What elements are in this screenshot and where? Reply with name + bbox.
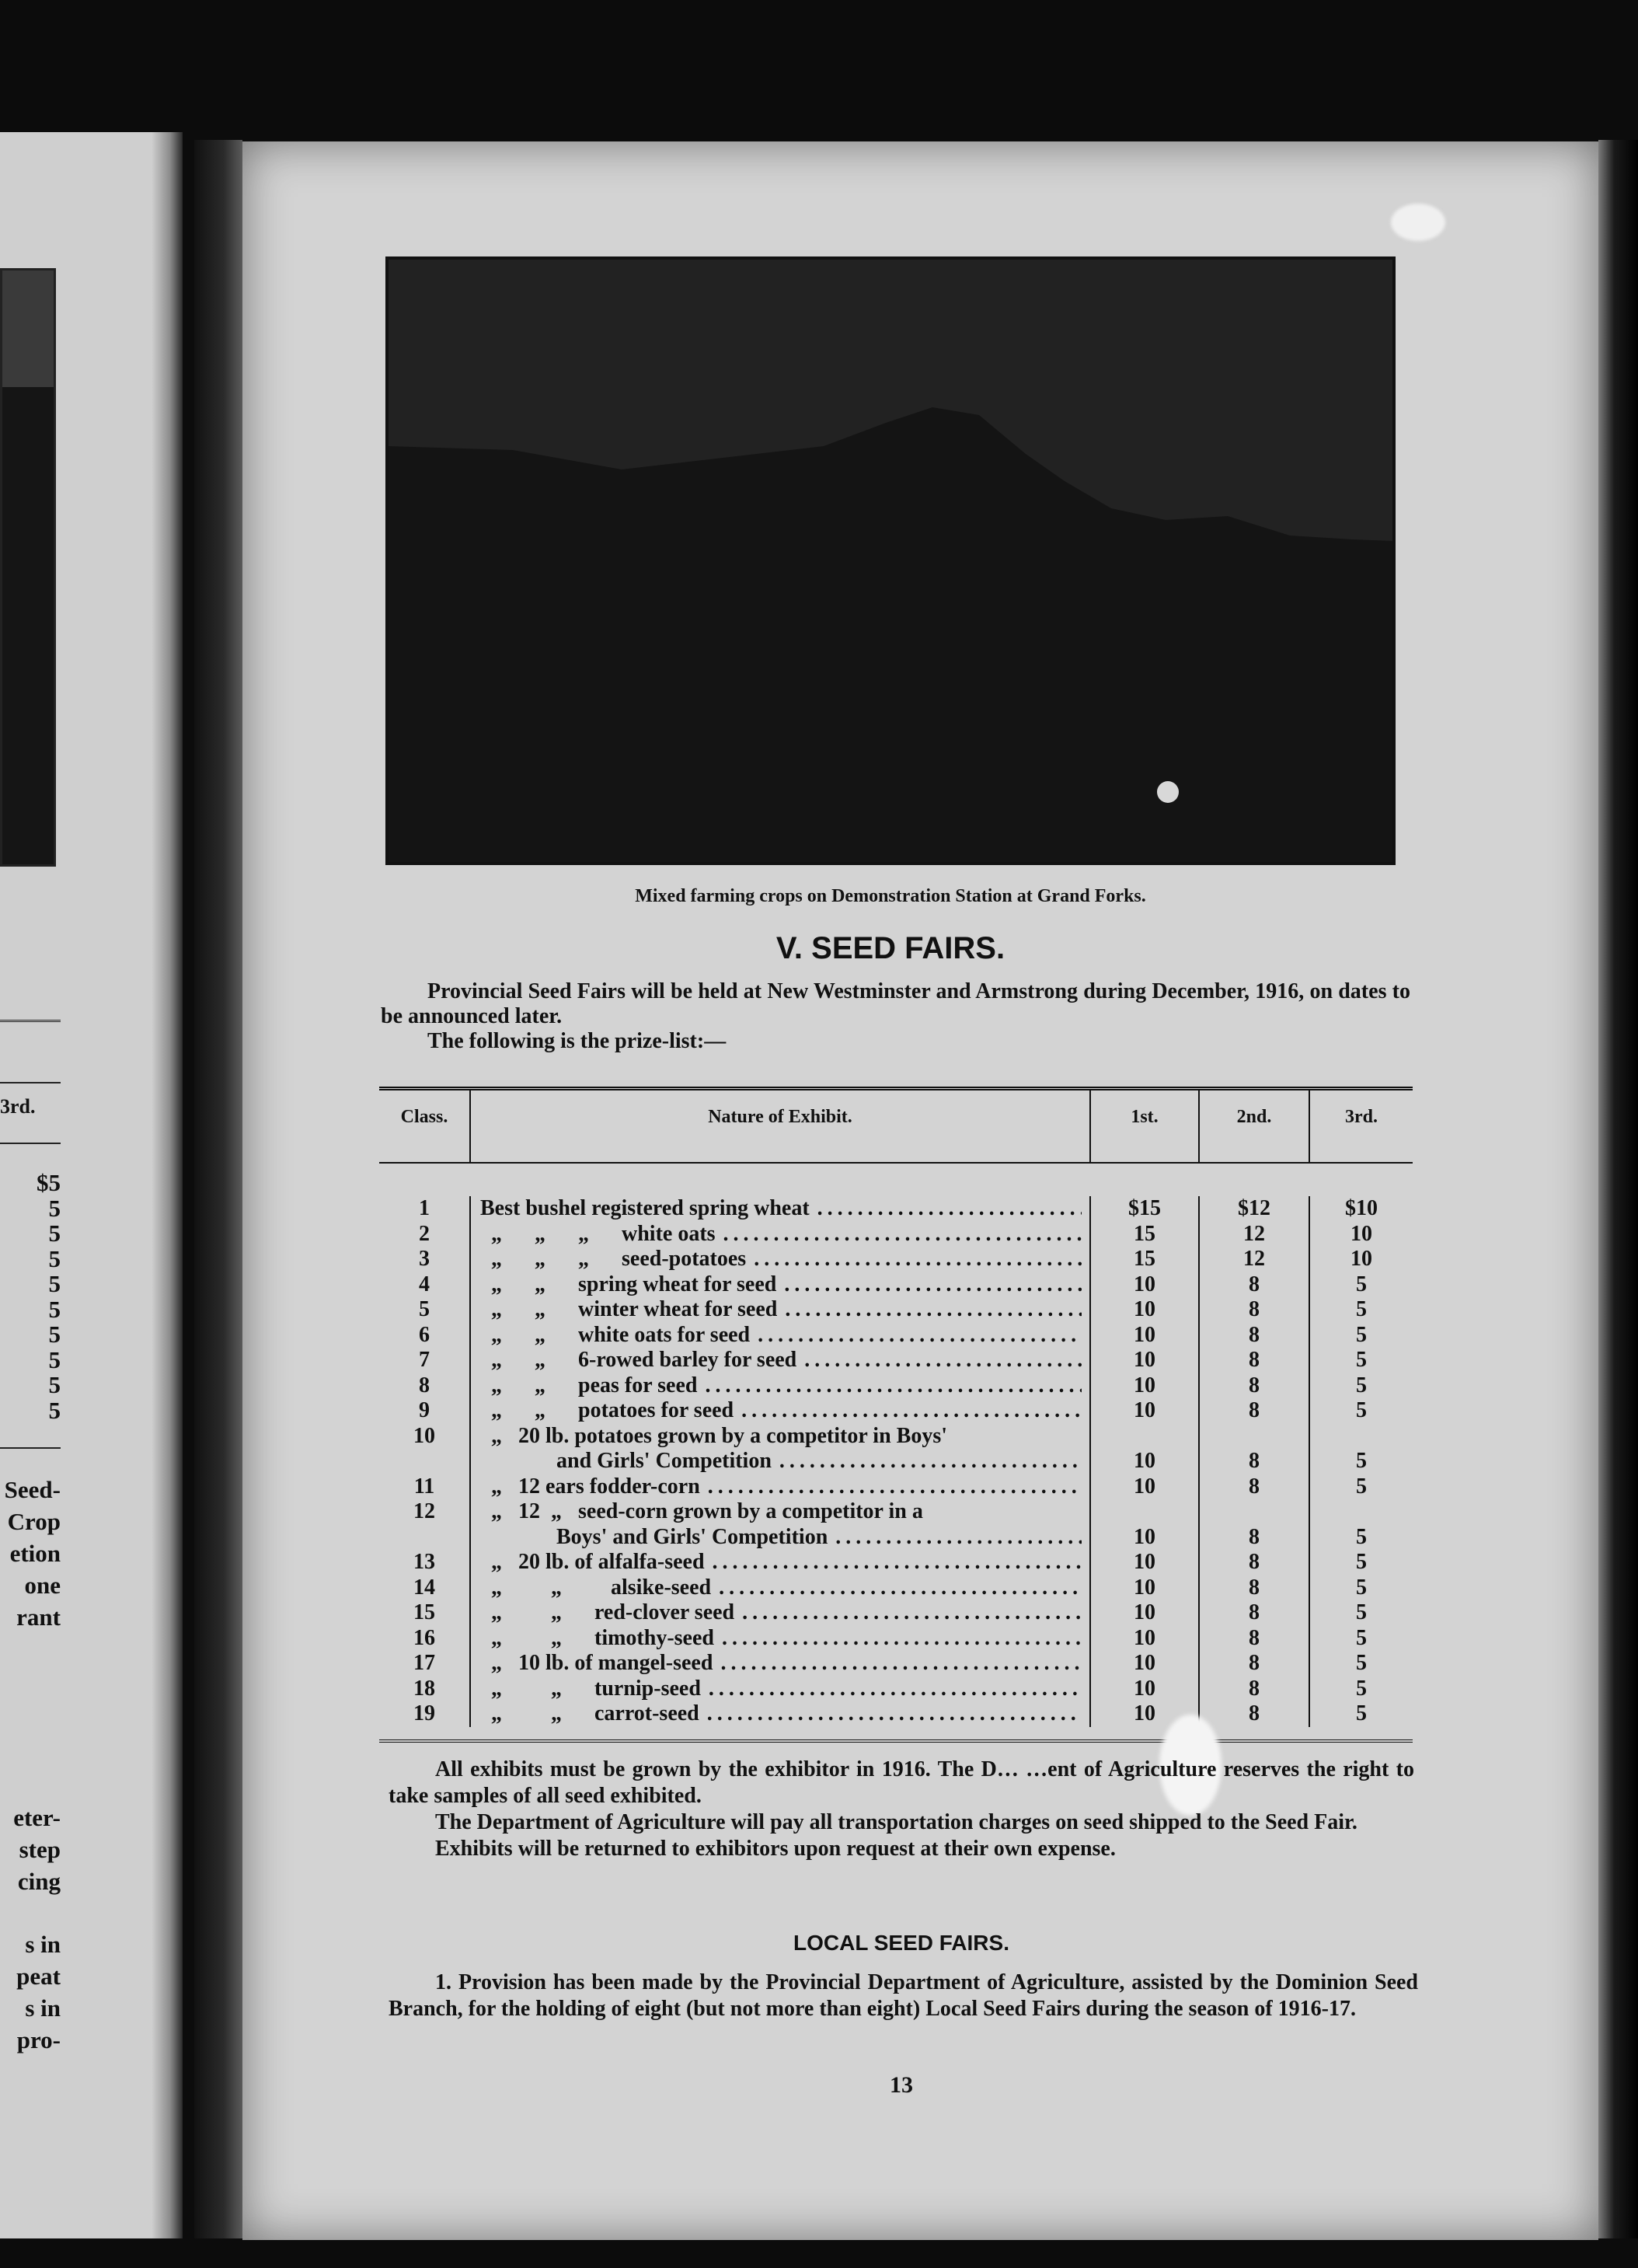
facing-page-rule (0, 1143, 61, 1144)
class-number: 19 (413, 1701, 435, 1725)
first-prize: 15 (1134, 1247, 1155, 1271)
facing-page-text-fragment: step (19, 1836, 61, 1863)
facing-page-prize-value: 5 (48, 1270, 61, 1297)
facing-page-prize-value: 5 (48, 1321, 61, 1348)
leader-dots (705, 1373, 1082, 1399)
class-number: 9 (419, 1398, 430, 1422)
facing-page-text-b (0, 1802, 61, 1897)
spacer (1200, 1424, 1309, 1450)
exhibit-description: „ „ peas for seed ..... (480, 1373, 1083, 1399)
third-prize: 5 (1356, 1600, 1367, 1624)
class-number: 3 (419, 1247, 430, 1271)
facing-page-text-fragment: s in (25, 1931, 61, 1958)
spacer (1200, 1499, 1309, 1525)
first-prize: 10 (1134, 1550, 1155, 1574)
class-number: 13 (413, 1550, 435, 1574)
facing-page-text-fragment: peat (16, 1963, 61, 1990)
second-prize: 8 (1249, 1272, 1260, 1296)
facing-page-prize-values (0, 1171, 61, 1423)
stain (1391, 204, 1445, 241)
second-prize: 8 (1249, 1550, 1260, 1574)
leader-dots (804, 1348, 1082, 1373)
class-number: 10 (413, 1423, 435, 1448)
first-prize: 10 (1134, 1272, 1155, 1296)
first-prize: 10 (1134, 1449, 1155, 1473)
facing-page-text-fragment: eter- (13, 1804, 61, 1831)
leader-dots (741, 1398, 1082, 1424)
third-prize: 5 (1356, 1676, 1367, 1701)
third-prize: $10 (1345, 1196, 1378, 1220)
facing-page-text-c (0, 1928, 61, 2056)
exhibit-description: „ „ timothy-seed ..... (480, 1626, 1083, 1652)
class-number: 5 (419, 1297, 430, 1321)
third-prize: 5 (1356, 1449, 1367, 1473)
facing-page-prize-value: $5 (37, 1169, 61, 1196)
leader-dots (784, 1272, 1082, 1298)
second-prize: $12 (1238, 1196, 1270, 1220)
first-prize: 10 (1134, 1701, 1155, 1725)
class-number: 8 (419, 1373, 430, 1397)
note-paragraph: All exhibits must be grown by the exhibitor in 1916. The D… …ent of Agriculture reserves the right to take samples of all seed exhibited. (389, 1757, 1414, 1808)
facing-page-prize-value: 5 (48, 1396, 61, 1424)
third-prize: 5 (1356, 1701, 1367, 1725)
exhibit-notes (389, 1757, 1414, 1862)
leader-dots (709, 1677, 1082, 1702)
facing-page-prize-value: 5 (48, 1345, 61, 1373)
facing-page-text-fragment: cing (17, 1868, 61, 1895)
facing-page-text-fragment: pro- (16, 2026, 61, 2053)
facing-page-prize-value: 5 (48, 1371, 61, 1398)
exhibit-description: „ „ potatoes for seed ..... (480, 1398, 1083, 1424)
page-number: 13 (890, 2072, 913, 2098)
facing-page-photo (0, 268, 56, 867)
exhibit-description: „ 20 lb. potatoes grown by a competitor in Boys' (480, 1423, 947, 1448)
prize-table-body (379, 1164, 1413, 1739)
facing-page-prize-value: 5 (48, 1295, 61, 1323)
third-prize: 5 (1356, 1322, 1367, 1347)
first-prize: 10 (1134, 1676, 1155, 1701)
second-prize: 8 (1249, 1701, 1260, 1725)
second-prize: 8 (1249, 1651, 1260, 1675)
leader-dots (719, 1575, 1082, 1601)
exhibit-description: „ „ „ white oats ..... (480, 1222, 1083, 1247)
second-prize: 8 (1249, 1398, 1260, 1422)
spacer (1310, 1499, 1413, 1525)
nature-column (471, 1196, 1091, 1727)
header-second: 2nd. (1200, 1090, 1310, 1162)
exhibit-description: Boys' and Girls' Competition ..... (480, 1525, 1083, 1551)
leader-dots (817, 1196, 1082, 1222)
second-prize: 8 (1249, 1373, 1260, 1397)
prize-table (379, 1087, 1413, 1743)
facing-page-text-fragment: one (24, 1572, 61, 1599)
first-prize: 10 (1134, 1575, 1155, 1600)
leader-dots (779, 1449, 1082, 1474)
exhibit-description: „ 12 ears fodder-corn ..... (480, 1474, 1083, 1500)
second-prize: 8 (1249, 1600, 1260, 1624)
facing-page-prize-value: 5 (48, 1219, 61, 1247)
farm-photograph (385, 256, 1396, 865)
third-prize: 5 (1356, 1348, 1367, 1372)
class-number: 11 (413, 1474, 435, 1499)
facing-page-text-fragment: etion (9, 1540, 61, 1567)
first-prize: 10 (1134, 1651, 1155, 1675)
exhibit-description: „ „ white oats for seed ..... (480, 1323, 1083, 1349)
facing-page-text-fragment: rant (16, 1603, 61, 1631)
facing-page-prize-value: 5 (48, 1194, 61, 1222)
leader-dots (720, 1651, 1082, 1677)
class-number: 16 (413, 1625, 435, 1650)
third-prize: 5 (1356, 1524, 1367, 1549)
second-prize: 8 (1249, 1575, 1260, 1600)
facing-page-rule (0, 1447, 61, 1449)
local-seed-fairs-title: LOCAL SEED FAIRS. (793, 1931, 1009, 1955)
header-class: Class. (379, 1090, 471, 1162)
exhibit-description: „ „ carrot-seed ..... (480, 1701, 1083, 1727)
page-edge (1598, 140, 1638, 2238)
third-prize: 5 (1356, 1373, 1367, 1397)
first-prize: 10 (1134, 1398, 1155, 1422)
facing-page-text-fragment: Crop (7, 1508, 61, 1535)
exhibit-description: „ „ spring wheat for seed ..... (480, 1272, 1083, 1298)
gutter-shadow (152, 132, 183, 2238)
class-number: 6 (419, 1322, 430, 1347)
second-prize: 8 (1249, 1449, 1260, 1473)
spacer (379, 1525, 469, 1551)
second-prize: 12 (1243, 1221, 1265, 1246)
second-prize-column (1200, 1196, 1310, 1727)
third-prize: 10 (1350, 1221, 1372, 1246)
note-paragraph: Exhibits will be returned to exhibitors upon request at their own expense. (435, 1837, 1116, 1861)
leader-dots (723, 1222, 1082, 1247)
leader-dots (707, 1701, 1082, 1727)
first-prize: 10 (1134, 1474, 1155, 1499)
second-prize: 12 (1243, 1247, 1265, 1271)
third-prize: 5 (1356, 1625, 1367, 1650)
class-column (379, 1196, 471, 1727)
second-prize: 8 (1249, 1348, 1260, 1372)
third-prize: 5 (1356, 1398, 1367, 1422)
second-prize: 8 (1249, 1676, 1260, 1701)
header-third: 3rd. (1345, 1106, 1378, 1127)
third-prize: 10 (1350, 1247, 1372, 1271)
class-number: 2 (419, 1221, 430, 1246)
second-prize: 8 (1249, 1297, 1260, 1321)
exhibit-description: „ 20 lb. of alfalfa-seed ..... (480, 1550, 1083, 1575)
leader-dots (742, 1600, 1082, 1626)
intro-paragraph: Provincial Seed Fairs will be held at New Westminster and Armstrong during December, 1916, on dates to be announced later. (381, 979, 1410, 1028)
leader-dots (722, 1626, 1082, 1652)
local-seed-fairs-text (389, 1970, 1418, 2022)
third-prize: 5 (1356, 1651, 1367, 1675)
binding-shadow (194, 140, 242, 2238)
spacer (379, 1449, 469, 1474)
prize-table-header (379, 1090, 1413, 1164)
leader-dots (713, 1550, 1082, 1575)
exhibit-description: „ „ „ seed-potatoes ..... (480, 1247, 1083, 1272)
class-number: 14 (413, 1575, 435, 1600)
note-paragraph: The Department of Agriculture will pay all transportation charges on seed shipped to the Seed Fair. (435, 1810, 1357, 1834)
facing-page-prize-value: 5 (48, 1244, 61, 1272)
leader-dots (754, 1247, 1082, 1272)
second-prize: 8 (1249, 1524, 1260, 1549)
facing-page-rule (0, 1082, 61, 1083)
spacer (1091, 1499, 1198, 1525)
third-prize-column (1310, 1196, 1413, 1727)
intro-prize-list-lead: The following is the prize-list:— (427, 1029, 727, 1053)
facing-page-text-a (0, 1474, 61, 1633)
photo-caption: Mixed farming crops on Demonstration Station at Grand Forks. (635, 886, 1146, 906)
first-prize: 10 (1134, 1297, 1155, 1321)
class-number: 7 (419, 1348, 430, 1372)
header-nature: Nature of Exhibit. (471, 1090, 1091, 1162)
third-prize: 5 (1356, 1550, 1367, 1574)
facing-page-header: 3rd. (0, 1095, 36, 1118)
class-number: 15 (413, 1600, 435, 1624)
intro-text (381, 979, 1410, 1054)
first-prize-column (1091, 1196, 1200, 1727)
class-number: 17 (413, 1651, 435, 1675)
second-prize: 8 (1249, 1322, 1260, 1347)
class-number: 1 (419, 1196, 430, 1220)
second-prize: 8 (1249, 1625, 1260, 1650)
leader-dots (708, 1474, 1082, 1500)
exhibit-description: and Girls' Competition ..... (480, 1449, 1083, 1474)
third-prize: 5 (1356, 1297, 1367, 1321)
third-prize: 5 (1356, 1272, 1367, 1296)
exhibit-description: „ „ turnip-seed ..... (480, 1677, 1083, 1702)
exhibit-description: „ „ winter wheat for seed ..... (480, 1297, 1083, 1323)
first-prize: 10 (1134, 1600, 1155, 1624)
first-prize: 10 (1134, 1322, 1155, 1347)
exhibit-description: „ 12 „ seed-corn grown by a competitor in a (480, 1499, 923, 1523)
third-prize: 5 (1356, 1575, 1367, 1600)
spacer (1310, 1424, 1413, 1450)
facing-page-rule (0, 1020, 61, 1022)
leader-dots (835, 1525, 1082, 1551)
class-number: 18 (413, 1676, 435, 1701)
third-prize: 5 (1356, 1474, 1367, 1499)
first-prize: 10 (1134, 1373, 1155, 1397)
exhibit-description: „ 10 lb. of mangel-seed ..... (480, 1651, 1083, 1677)
first-prize: $15 (1128, 1196, 1161, 1220)
exhibit-description: Best bushel registered spring wheat ..... (480, 1196, 1083, 1222)
spacer (1091, 1424, 1198, 1450)
exhibit-description: „ „ 6-rowed barley for seed ..... (480, 1348, 1083, 1373)
local-paragraph: 1. Provision has been made by the Provincial Department of Agriculture, assisted by the Dominion Seed Branch, for the holding of eight (but not more than eight) Local Seed Fairs during the season of 1916-17. (389, 1970, 1418, 2021)
first-prize: 10 (1134, 1524, 1155, 1549)
first-prize: 15 (1134, 1221, 1155, 1246)
facing-page-text-fragment: s in (25, 1994, 61, 2022)
class-number: 4 (419, 1272, 430, 1296)
exhibit-description: „ „ alsike-seed ..... (480, 1575, 1083, 1601)
first-prize: 10 (1134, 1625, 1155, 1650)
first-prize: 10 (1134, 1348, 1155, 1372)
second-prize: 8 (1249, 1474, 1260, 1499)
leader-dots (785, 1297, 1082, 1323)
header-first: 1st. (1091, 1090, 1200, 1162)
class-number: 12 (413, 1499, 435, 1523)
section-title: V. SEED FAIRS. (775, 931, 1005, 965)
facing-page-text-fragment: Seed- (4, 1476, 61, 1503)
leader-dots (758, 1323, 1082, 1349)
exhibit-description: „ „ red-clover seed ..... (480, 1600, 1083, 1626)
